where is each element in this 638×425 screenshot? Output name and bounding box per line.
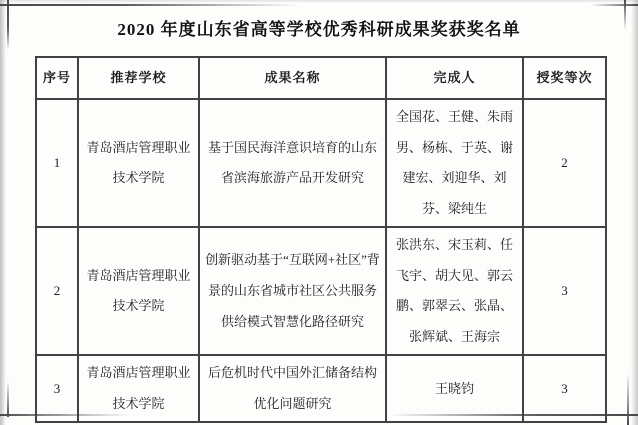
table-row bbox=[36, 227, 606, 355]
cell-serial: 2 bbox=[36, 227, 78, 355]
cell-completers: 王晓钧 bbox=[386, 355, 523, 422]
cell-award: 3 bbox=[523, 227, 606, 355]
cell-award: 2 bbox=[523, 99, 606, 227]
col-header-award: 授奖等次 bbox=[523, 57, 606, 99]
cell-serial: 3 bbox=[36, 355, 78, 422]
table-row bbox=[36, 355, 606, 422]
cell-serial: 1 bbox=[36, 99, 78, 227]
page-frame-mark-top-left-h bbox=[0, 4, 300, 6]
cell-award: 3 bbox=[523, 355, 606, 422]
table-row bbox=[36, 99, 606, 227]
page-title: 2020 年度山东省高等学校优秀科研成果奖获奖名单 bbox=[117, 20, 521, 39]
col-header-completers: 完成人 bbox=[386, 57, 523, 99]
table-header-row bbox=[36, 57, 606, 99]
col-header-school: 推荐学校 bbox=[78, 57, 199, 99]
photo-edge-right bbox=[631, 0, 638, 425]
photo-edge-left bbox=[0, 0, 6, 425]
cell-achievement: 后危机时代中国外汇储备结构优化问题研究 bbox=[199, 355, 386, 422]
awards-table bbox=[35, 56, 607, 423]
cell-school: 青岛酒店管理职业技术学院 bbox=[78, 99, 199, 227]
cell-achievement: 基于国民海洋意识培育的山东省滨海旅游产品开发研究 bbox=[199, 99, 386, 227]
cell-completers: 全国花、王健、朱雨男、杨栋、于英、谢建宏、刘迎华、刘芬、梁纯生 bbox=[386, 99, 523, 227]
col-header-achievement: 成果名称 bbox=[199, 57, 386, 99]
cell-achievement: 创新驱动基于“互联网+社区”背景的山东省城市社区公共服务供给模式智慧化路径研究 bbox=[199, 227, 386, 355]
page-frame-mark-top-right-h bbox=[590, 4, 638, 6]
page-frame-mark-bottom-right-v bbox=[627, 373, 629, 425]
cell-completers: 张洪东、宋玉莉、任飞宇、胡大见、郭云鹏、郭翠云、张晶、张辉斌、王海宗 bbox=[386, 227, 523, 355]
page-frame-mark-bottom-left-v bbox=[7, 381, 9, 417]
col-header-serial: 序号 bbox=[36, 57, 78, 99]
cell-school: 青岛酒店管理职业技术学院 bbox=[78, 227, 199, 355]
photo-edge-top bbox=[0, 0, 638, 3]
cell-school: 青岛酒店管理职业技术学院 bbox=[78, 355, 199, 422]
